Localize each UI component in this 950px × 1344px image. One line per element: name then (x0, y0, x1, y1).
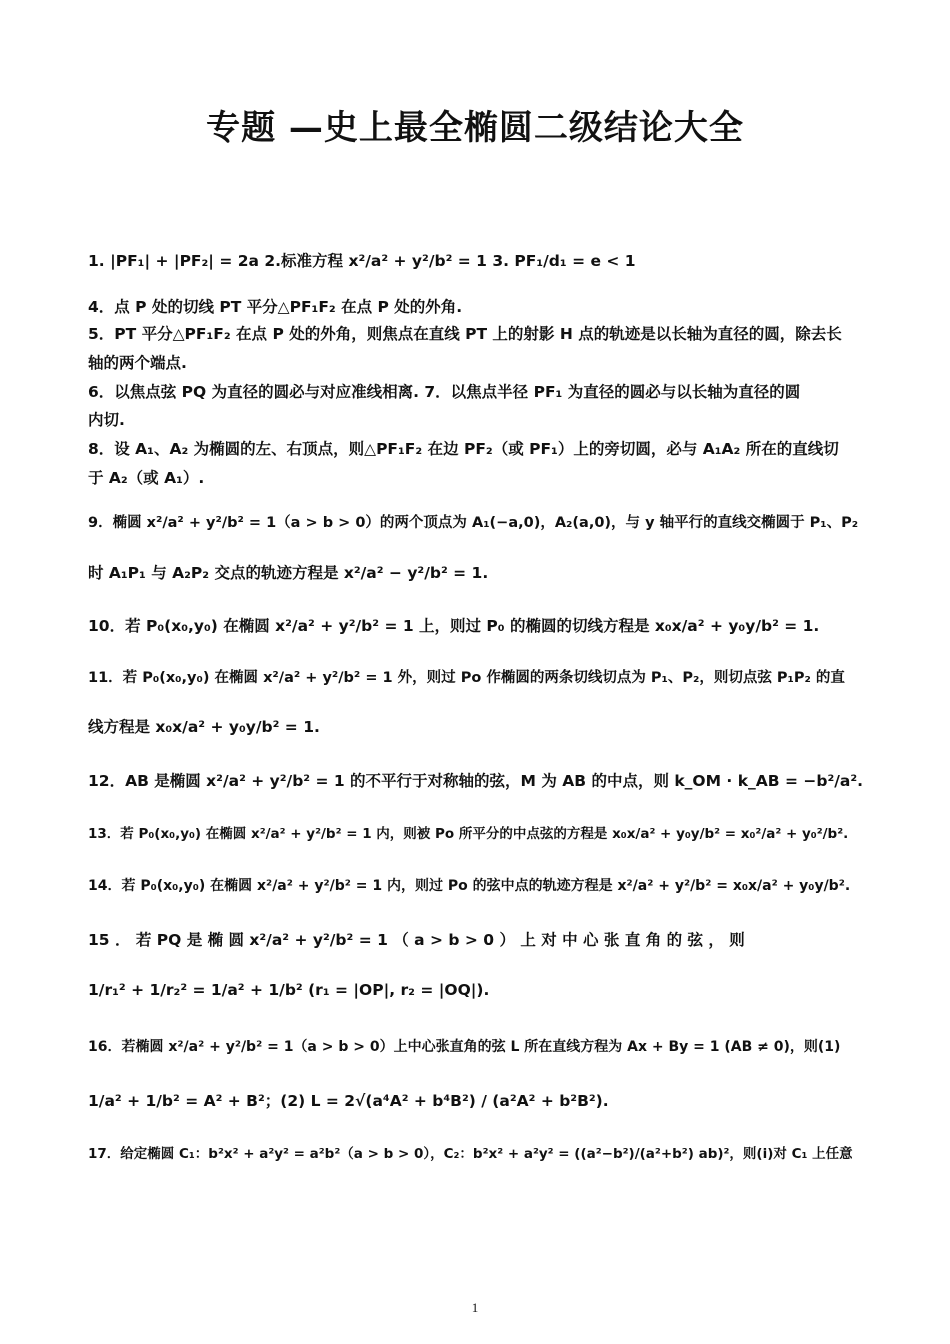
page-title: 专题 —史上最全椭圆二级结论大全 (206, 108, 744, 148)
item-14: 14．若 P₀(x₀,y₀) 在椭圆 x²/a² + y²/b² = 1 内，则过 Po 的弦中点的轨迹方程是 x²/a² + y²/b² = x₀x/a² + y₀y/b². (88, 878, 851, 894)
item-4: 4．点 P 处的切线 PT 平分△PF₁F₂ 在点 P 处的外角. (88, 298, 463, 316)
item-16-line1: 16．若椭圆 x²/a² + y²/b² = 1（a > b > 0）上中心张直角的弦 L 所在直线方程为 Ax + By = 1 (AB ≠ 0)，则(1) (88, 1039, 841, 1055)
item-8-line2: 于 A₂（或 A₁）. (88, 469, 205, 487)
item-16-line2: 1/a² + 1/b² = A² + B²；(2) L = 2√(a⁴A² + b⁴B²) / (a²A² + b²B²). (88, 1092, 609, 1110)
item-5-line1: 5．PT 平分△PF₁F₂ 在点 P 处的外角，则焦点在直线 PT 上的射影 H 点的轨迹是以长轴为直径的圆，除去长 (88, 325, 842, 343)
item-15-line2: 1/r₁² + 1/r₂² = 1/a² + 1/b² (r₁ = |OP|, r₂ = |OQ|). (88, 981, 490, 999)
item-15-line1: 15 ． 若 PQ 是 椭 圆 x²/a² + y²/b² = 1 （ a > b > 0 ） 上 对 中 心 张 直 角 的 弦 ， 则 (88, 931, 745, 949)
item-5-line2: 轴的两个端点. (88, 354, 187, 372)
item-6-7-line1: 6．以焦点弦 PQ 为直径的圆必与对应准线相离. 7．以焦点半径 PF₁ 为直径的圆必与以长轴为直径的圆 (88, 383, 801, 401)
item-9-line2: 时 A₁P₁ 与 A₂P₂ 交点的轨迹方程是 x²/a² − y²/b² = 1. (88, 564, 489, 582)
item-1-3: 1. |PF₁| + |PF₂| = 2a 2.标准方程 x²/a² + y²/b² = 1 3. PF₁/d₁ = e < 1 (88, 252, 636, 270)
item-7-line2: 内切. (88, 411, 125, 429)
item-13: 13．若 P₀(x₀,y₀) 在椭圆 x²/a² + y²/b² = 1 内，则被 Po 所平分的中点弦的方程是 x₀x/a² + y₀y/b² = x₀²/a² + y₀²/b². (88, 826, 849, 842)
item-8-line1: 8．设 A₁、A₂ 为椭圆的左、右顶点，则△PF₁F₂ 在边 PF₂（或 PF₁）上的旁切圆，必与 A₁A₂ 所在的直线切 (88, 440, 839, 458)
item-11-line1: 11．若 P₀(x₀,y₀) 在椭圆 x²/a² + y²/b² = 1 外，则过 Po 作椭圆的两条切线切点为 P₁、P₂，则切点弦 P₁P₂ 的直 (88, 670, 845, 686)
item-9-line1: 9．椭圆 x²/a² + y²/b² = 1（a > b > 0）的两个顶点为 A₁(−a,0)，A₂(a,0)，与 y 轴平行的直线交椭圆于 P₁、P₂ (88, 515, 859, 531)
item-11-line2: 线方程是 x₀x/a² + y₀y/b² = 1. (88, 718, 320, 736)
item-17: 17．给定椭圆 C₁：b²x² + a²y² = a²b²（a > b > 0），C₂：b²x² + a²y² = ((a²−b²)/(a²+b²) ab)²，则(i)对 C₁ 上任意 (88, 1146, 853, 1162)
item-10: 10．若 P₀(x₀,y₀) 在椭圆 x²/a² + y²/b² = 1 上，则过 P₀ 的椭圆的切线方程是 x₀x/a² + y₀y/b² = 1. (88, 617, 820, 635)
item-12: 12．AB 是椭圆 x²/a² + y²/b² = 1 的不平行于对称轴的弦，M 为 AB 的中点，则 k_OM · k_AB = −b²/a². (88, 772, 864, 790)
page-number: 1 (471, 1300, 479, 1315)
